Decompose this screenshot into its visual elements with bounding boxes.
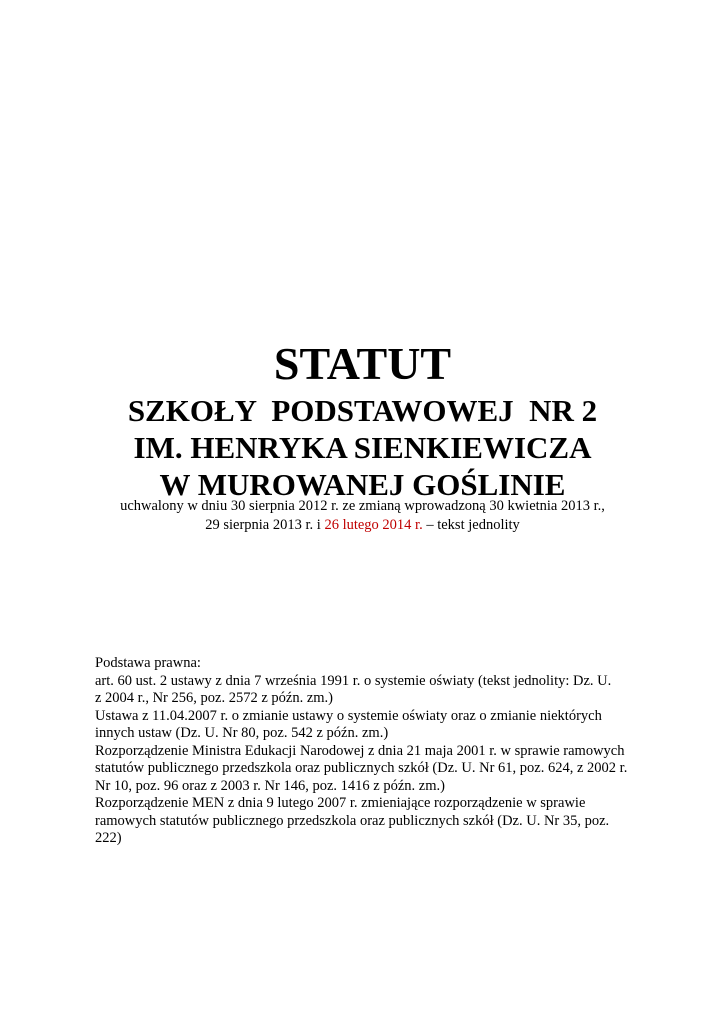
consolidated-text-label: – tekst jednolity	[422, 517, 520, 533]
legal-basis-line: Rozporządzenie MEN z dnia 9 lutego 2007 r. zmieniające rozporządzenie w sprawie	[95, 795, 586, 811]
adoption-note-line-2	[0, 516, 725, 535]
legal-basis-line: Nr 10, poz. 96 oraz z 2003 r. Nr 146, poz. 1416 z późn. zm.)	[95, 777, 445, 794]
legal-basis-line: 222)	[95, 830, 122, 846]
legal-basis-line: statutów publicznego przedszkola oraz publicznych szkół (Dz. U. Nr 61, poz. 624, z 2002 r.	[95, 760, 628, 776]
school-name-line-2: IM. HENRYKA SIENKIEWICZA	[133, 430, 592, 465]
latest-amendment-date: 26 lutego 2014 r.	[324, 517, 423, 533]
legal-basis-line: Rozporządzenie Ministra Edukacji Narodowej z dnia 21 maja 2001 r. w sprawie ramowych	[95, 742, 625, 759]
legal-basis-line: Ustawa z 11.04.2007 r. o zmianie ustawy o systemie oświaty oraz o zmianie niektórych	[95, 707, 602, 724]
legal-basis-line: ramowych statutów publicznego przedszkola oraz publicznych szkół (Dz. U. Nr 35, poz.	[95, 812, 610, 829]
legal-basis	[95, 655, 650, 848]
document-title: STATUT	[273, 338, 452, 389]
adoption-note	[0, 497, 725, 535]
legal-basis-line: z 2004 r., Nr 256, poz. 2572 z późn. zm.)	[95, 690, 333, 706]
school-name-line-1: SZKOŁY PODSTAWOWEJ NR 2	[127, 393, 598, 428]
legal-basis-line: innych ustaw (Dz. U. Nr 80, poz. 542 z późn. zm.)	[95, 725, 389, 741]
adoption-dates-text: 29 sierpnia 2013 r. i	[205, 517, 325, 533]
legal-basis-line: art. 60 ust. 2 ustawy z dnia 7 września 1991 r. o systemie oświaty (tekst jednolity: Dz. U.	[95, 672, 612, 689]
title-block	[0, 336, 725, 503]
adoption-note-line-1: uchwalony w dniu 30 sierpnia 2012 r. ze zmianą wprowadzoną 30 kwietnia 2013 r.,	[120, 498, 605, 514]
legal-basis-heading: Podstawa prawna:	[95, 655, 201, 671]
school-name-line-3: W MUROWANEJ GOŚLINIE	[159, 467, 566, 502]
